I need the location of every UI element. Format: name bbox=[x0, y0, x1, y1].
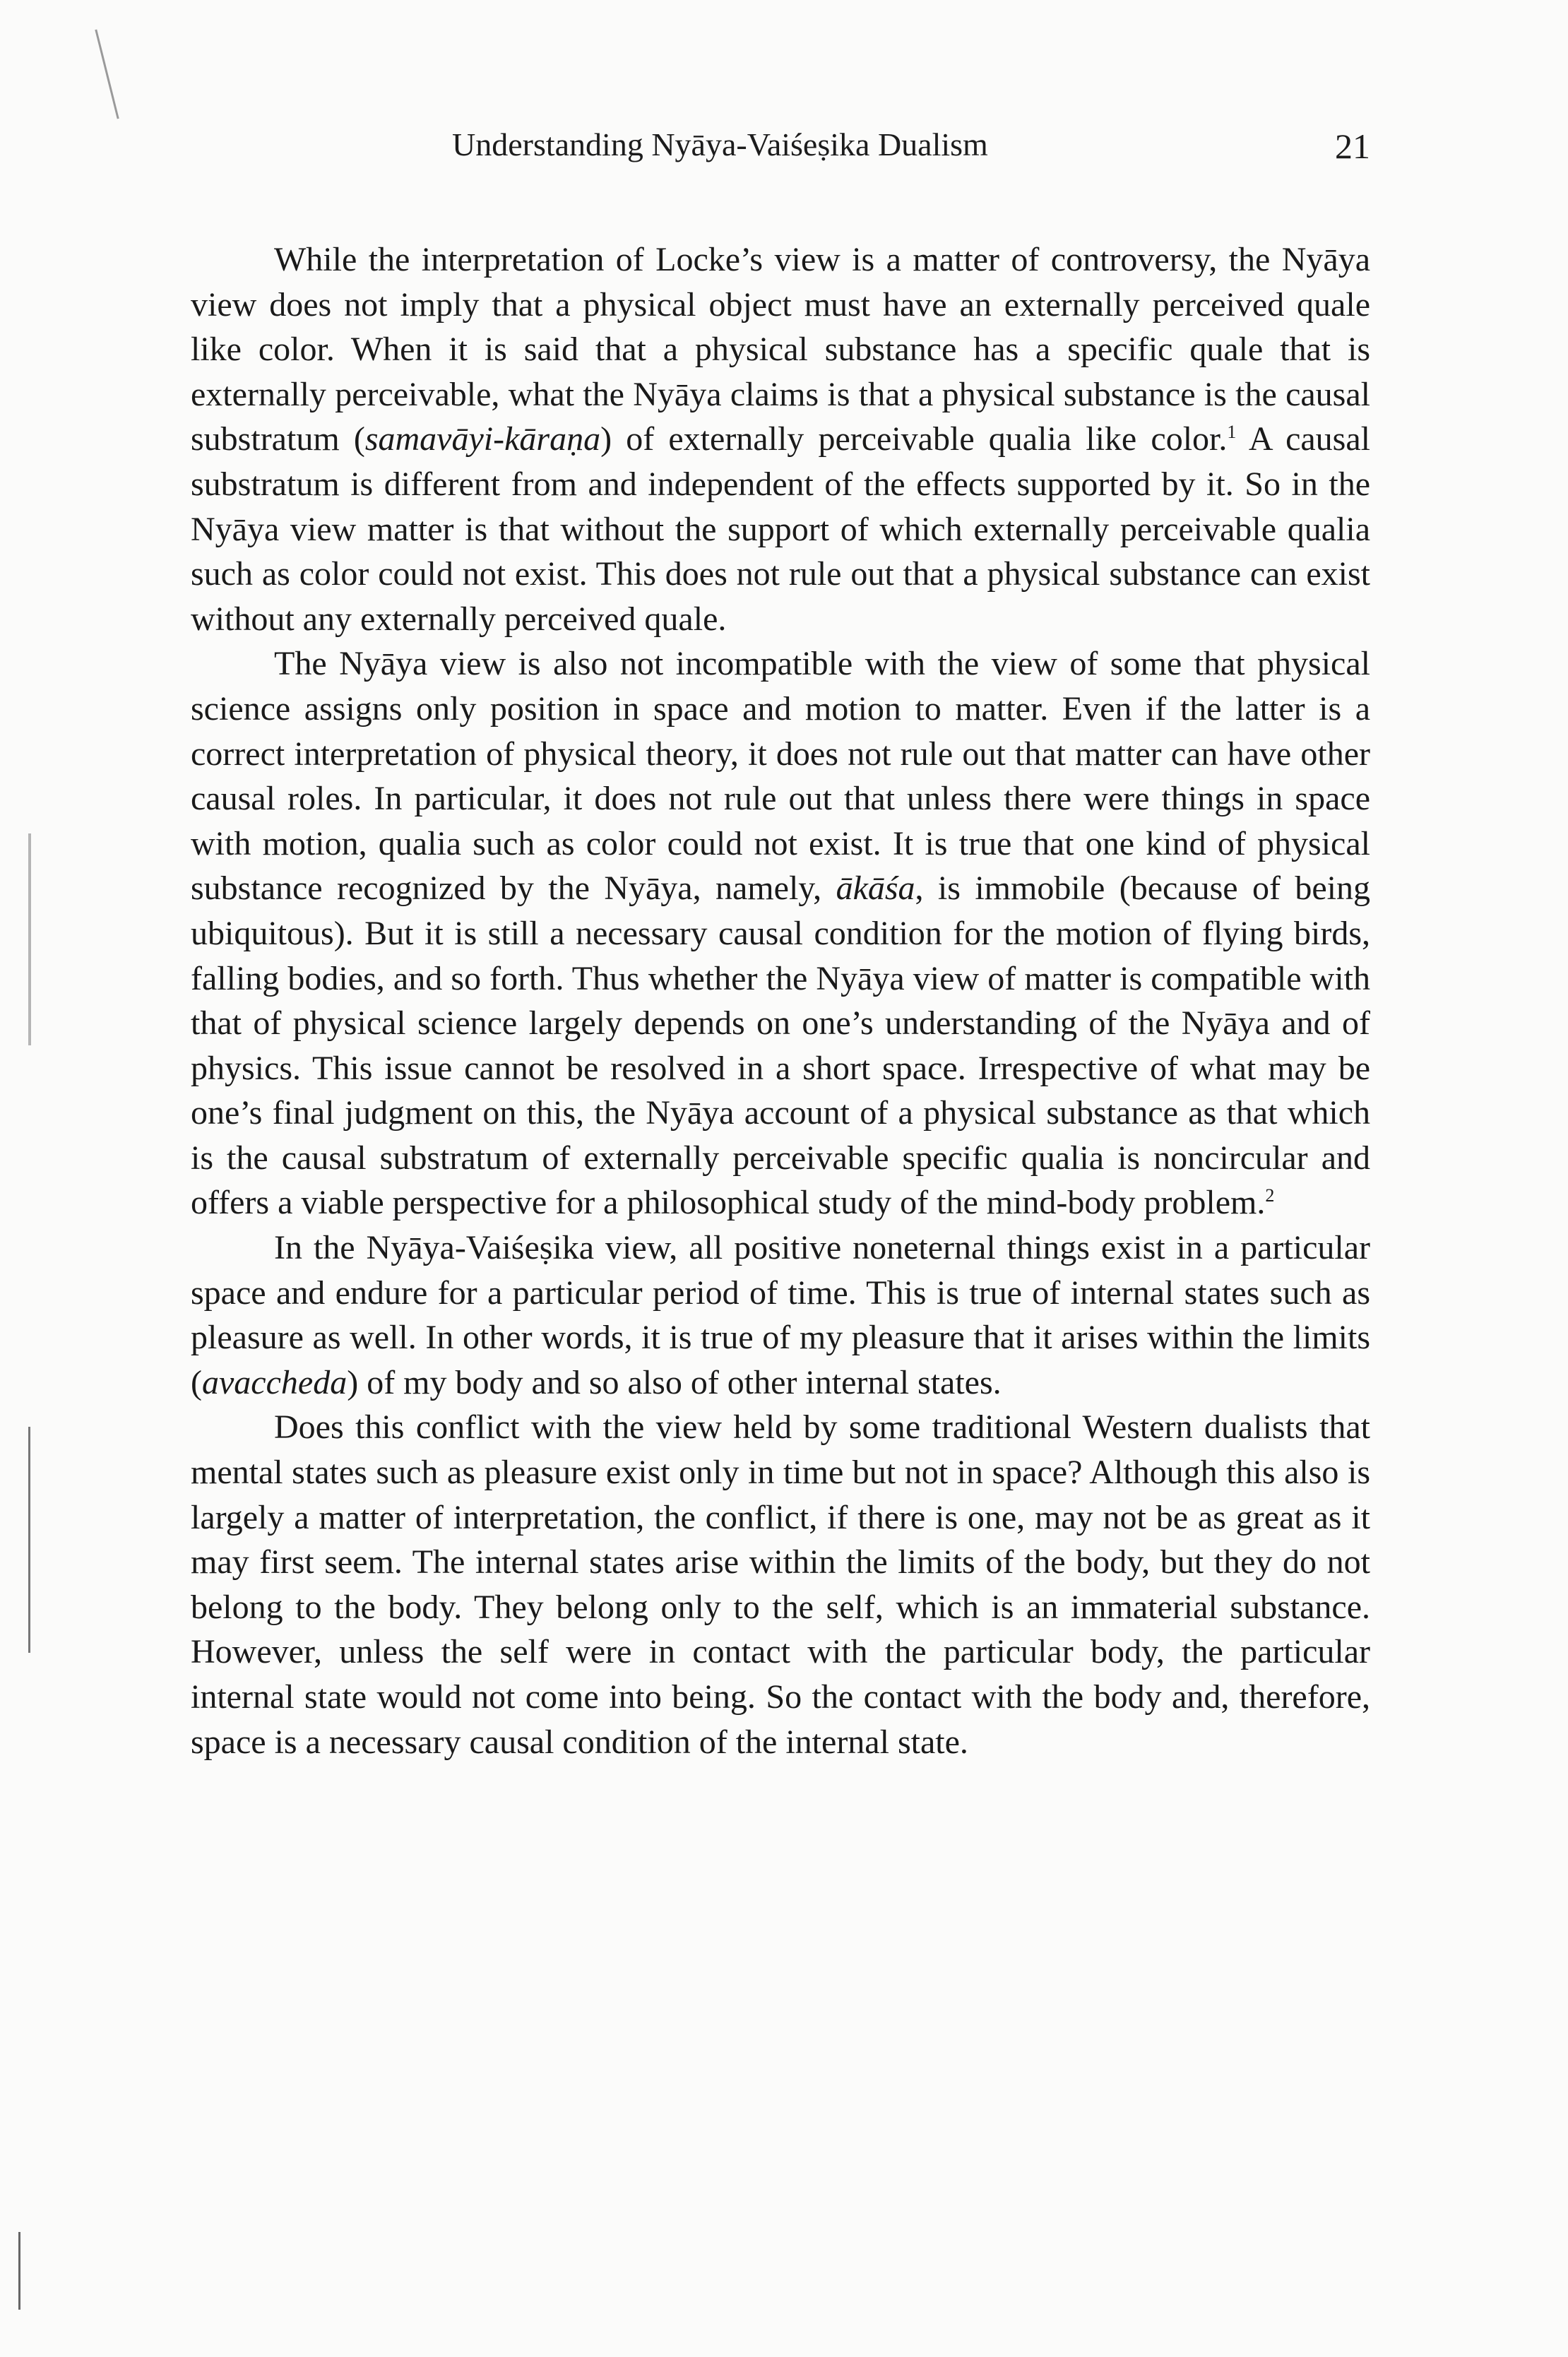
scan-mark bbox=[18, 2232, 20, 2310]
italic-term: ākāśa bbox=[836, 869, 915, 908]
footnote-ref-2: 2 bbox=[1265, 1185, 1275, 1206]
italic-term: avaccheda bbox=[201, 1363, 348, 1401]
paragraph-4 bbox=[191, 1405, 1370, 1764]
paragraph-text: ) of externally perceivable qualia like color. bbox=[600, 420, 1228, 458]
scan-mark bbox=[28, 1427, 30, 1653]
paragraph-3 bbox=[191, 1225, 1370, 1405]
page-header bbox=[191, 126, 1370, 182]
paragraph-text: ) of my body and so also of other internal states. bbox=[347, 1363, 1002, 1401]
scan-mark bbox=[28, 833, 31, 1045]
scan-mark bbox=[95, 30, 119, 119]
paragraph-text: While the interpretation of Locke’s view is a matter of controversy, the Nyāya view does not imply that a physical object must have an externally perceived quale like color. When it is said that a physical substance has a specific quale that is externally perceivable, what the Nyāya claims is that a physical substance is the causal substratum ( bbox=[191, 241, 1370, 458]
paragraph-text: , is immobile (because of being ubiquitous). But it is still a necessary causal condition for the motion of flying birds, falling bodies, and so forth. Thus whether the Nyāya view of matter is compatible with that of physical science largely depends on one’s understanding of the Nyāya and of physics. This issue cannot be resolved in a short space. Irrespective of what may be one’s final judgment on this, the Nyāya account of a physical substance as that which is the causal substratum of externally perceivable specific qualia is noncircular and offers a viable perspective for a philosophical study of the mind-body problem. bbox=[191, 869, 1370, 1222]
paragraph-text: A causal substratum is different from and independent of the effects supported by it. So in the Nyāya view matter is that without the support of which externally perceivable qualia such as color could not exist. This does not rule out that a physical substance can exist without any externally perceived quale. bbox=[191, 420, 1371, 638]
body-text bbox=[191, 237, 1370, 1764]
italic-term: samavāyi-kāraṇa bbox=[364, 420, 601, 458]
page-number: 21 bbox=[1335, 126, 1370, 166]
paragraph-text: The Nyāya view is also not incompatible with the view of some that physical science assigns only position in space and motion to matter. Even if the latter is a correct interpretation of physical theory, it does not rule out that matter can have other causal roles. In particular, it does not rule out that unless there were things in space with motion, qualia such as color could not exist. It is true that one kind of physical substance recognized by the Nyāya, namely, bbox=[191, 645, 1370, 908]
paragraph-2 bbox=[191, 641, 1370, 1225]
paragraph-text: In the Nyāya-Vaiśeṣika view, all positive noneternal things exist in a particular space and endure for a particular period of time. This is true of internal states such as pleasure as well. In other words, it is true of my pleasure that it arises within the limits ( bbox=[191, 1229, 1370, 1401]
paragraph-1 bbox=[191, 237, 1370, 641]
footnote-ref-1: 1 bbox=[1227, 422, 1237, 443]
paragraph-text: Does this conflict with the view held by some traditional Western dualists that mental states such as pleasure exist only in time but not in space? Although this also is largely a matter of interpretation, the conflict, if there is one, may not be as great as it may first seem. The internal states arise within the limits of the body, but they do not belong to the body. They belong only to the self, which is an immaterial substance. However, unless the self were in contact with the particular body, the particular internal state would not come into being. So the contact with the body and, therefore, space is a necessary causal condition of the internal state. bbox=[191, 1408, 1370, 1761]
running-head: Understanding Nyāya-Vaiśeṣika Dualism bbox=[452, 126, 988, 162]
